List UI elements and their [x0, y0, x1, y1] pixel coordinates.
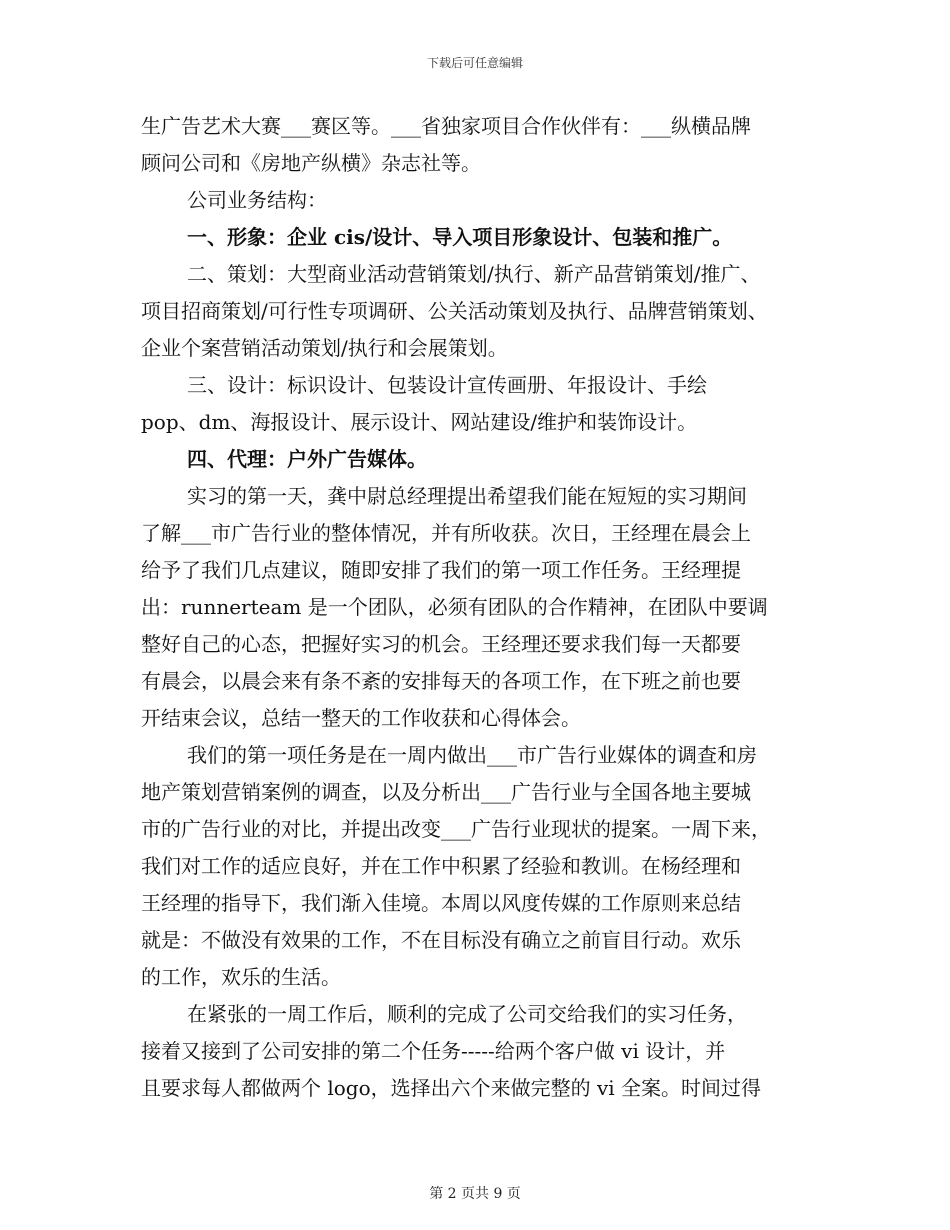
text-line: pop、dm、海报设计、展示设计、网站建设/维护和装饰设计。 — [141, 410, 698, 434]
text-line: 了解___市广告行业的整体情况，并有所收获。次日，王经理在晨会上 — [141, 521, 751, 545]
text-line: 且要求每人都做两个 logo，选择出六个来做完整的 vi 全案。时间过得 — [141, 1076, 762, 1100]
text-line: 实习的第一天，龚中尉总经理提出希望我们能在短短的实习期间 — [187, 484, 747, 508]
text-line: 的工作，欢乐的生活。 — [141, 965, 341, 989]
text-line: 整好自己的心态，把握好实习的机会。王经理还要求我们每一天都要 — [141, 632, 741, 656]
text-line: 地产策划营销案例的调查，以及分析出___广告行业与全国各地主要城 — [141, 780, 751, 804]
section-heading: 四、代理：户外广告媒体。 — [187, 447, 427, 471]
text-line: 王经理的指导下，我们渐入佳境。本周以风度传媒的工作原则来总结 — [141, 891, 741, 915]
text-line: 有晨会，以晨会来有条不紊的安排每天的各项工作，在下班之前也要 — [141, 669, 741, 693]
text-line: 给予了我们几点建议，随即安排了我们的第一项工作任务。王经理提 — [141, 558, 741, 582]
text-line: 接着又接到了公司安排的第二个任务-----给两个客户做 vi 设计，并 — [141, 1039, 726, 1063]
text-line: 就是：不做没有效果的工作，不在目标没有确立之前盲目行动。欢乐 — [141, 928, 741, 952]
text-line: 市的广告行业的对比，并提出改变___广告行业现状的提案。一周下来， — [141, 817, 771, 841]
text-line: 企业个案营销活动策划/执行和会展策划。 — [141, 336, 508, 360]
section-heading: 一、形象：企业 cis/设计、导入项目形象设计、包装和推广。 — [187, 225, 733, 249]
text-line: 项目招商策划/可行性专项调研、公关活动策划及执行、品牌营销策划、 — [141, 299, 768, 323]
text-line: 顾问公司和《房地产纵横》杂志社等。 — [141, 151, 481, 175]
page-number: 第 2 页共 9 页 — [429, 1186, 521, 1202]
text-line: 公司业务结构： — [187, 188, 327, 212]
page-header: 下载后可任意编辑 — [426, 56, 523, 70]
text-line: 在紧张的一周工作后，顺利的完成了公司交给我们的实习任务， — [187, 1002, 747, 1026]
text-line: 开结束会议，总结一整天的工作收获和心得体会。 — [141, 706, 581, 730]
text-line: 生广告艺术大赛___赛区等。___省独家项目合作伙伴有：___纵横品牌 — [141, 114, 751, 138]
text-line: 出：runnerteam 是一个团队，必须有团队的合作精神，在团队中要调 — [141, 595, 768, 619]
text-line: 我们对工作的适应良好，并在工作中积累了经验和教训。在杨经理和 — [141, 854, 741, 878]
text-line: 我们的第一项任务是在一周内做出___市广告行业媒体的调查和房 — [187, 743, 757, 767]
text-line: 三、设计：标识设计、包装设计宣传画册、年报设计、手绘 — [187, 373, 707, 397]
text-line: 二、策划：大型商业活动营销策划/执行、新产品营销策划/推广、 — [187, 262, 761, 286]
